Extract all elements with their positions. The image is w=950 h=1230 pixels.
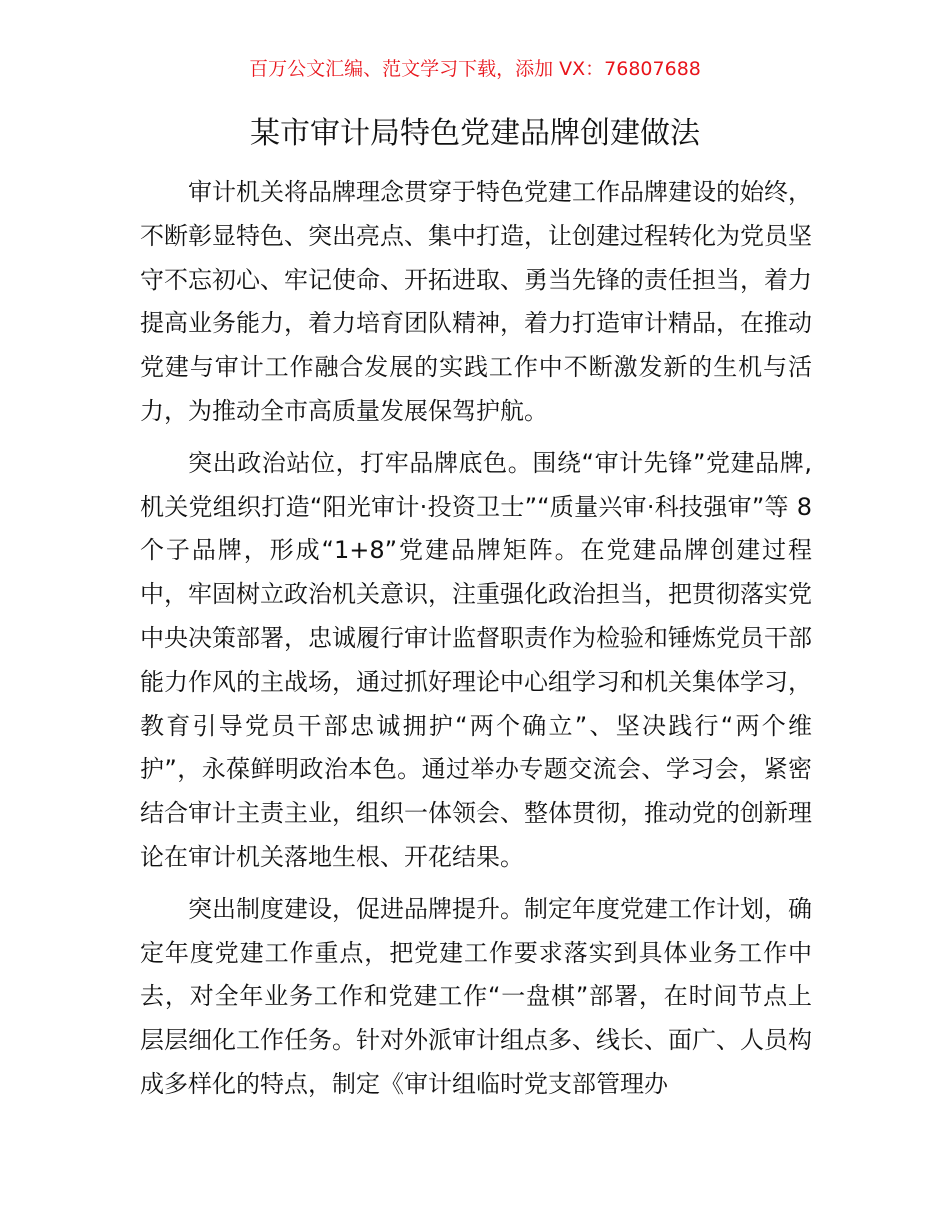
- paragraph-2: 突出政治站位，打牢品牌底色。围绕“审计先锋”党建品牌,机关党组织打造“阳光审计·投资卫士”“质量兴审·科技强审”等 8 个子品牌，形成“1+8”党建品牌矩阵。在党建品牌创建过程中，牢固树立政治机关意识，注重强化政治担当，把贯彻落实党中央决策部署，忠诚履行审计监督职责作为检验和锤炼党员干部能力作风的主战场，通过抓好理论中心组学习和机关集体学习，教育引导党员干部忠诚拥护“两个确立”、坚决践行“两个维护”，永葆鲜明政治本色。通过举办专题交流会、学习会，紧密结合审计主责主业，组织一体领会、整体贯彻，推动党的创新理论在审计机关落地生根、开花结果。: [140, 448, 812, 871]
- paragraph-1: 审计机关将品牌理念贯穿于特色党建工作品牌建设的始终，不断彰显特色、突出亮点、集中打造，让创建过程转化为党员坚守不忘初心、牢记使命、开拓进取、勇当先锋的责任担当，着力提高业务能力，着力培育团队精神，着力打造审计精品，在推动党建与审计工作融合发展的实践工作中不断激发新的生机与活力，为推动全市高质量发展保驾护航。: [140, 178, 812, 425]
- document-title: 某市审计局特色党建品牌创建做法: [250, 116, 700, 151]
- header-note: 百万公文汇编、范文学习下载，添加 VX：76807688: [249, 58, 701, 80]
- document-body: [140, 171, 812, 1115]
- paragraph-3: 突出制度建设，促进品牌提升。制定年度党建工作计划，确定年度党建工作重点，把党建工作要求落实到具体业务工作中去，对全年业务工作和党建工作“一盘棋”部署，在时间节点上层层细化工作任务。针对外派审计组点多、线长、面广、人员构成多样化的特点，制定《审计组临时党支部管理办: [140, 894, 812, 1098]
